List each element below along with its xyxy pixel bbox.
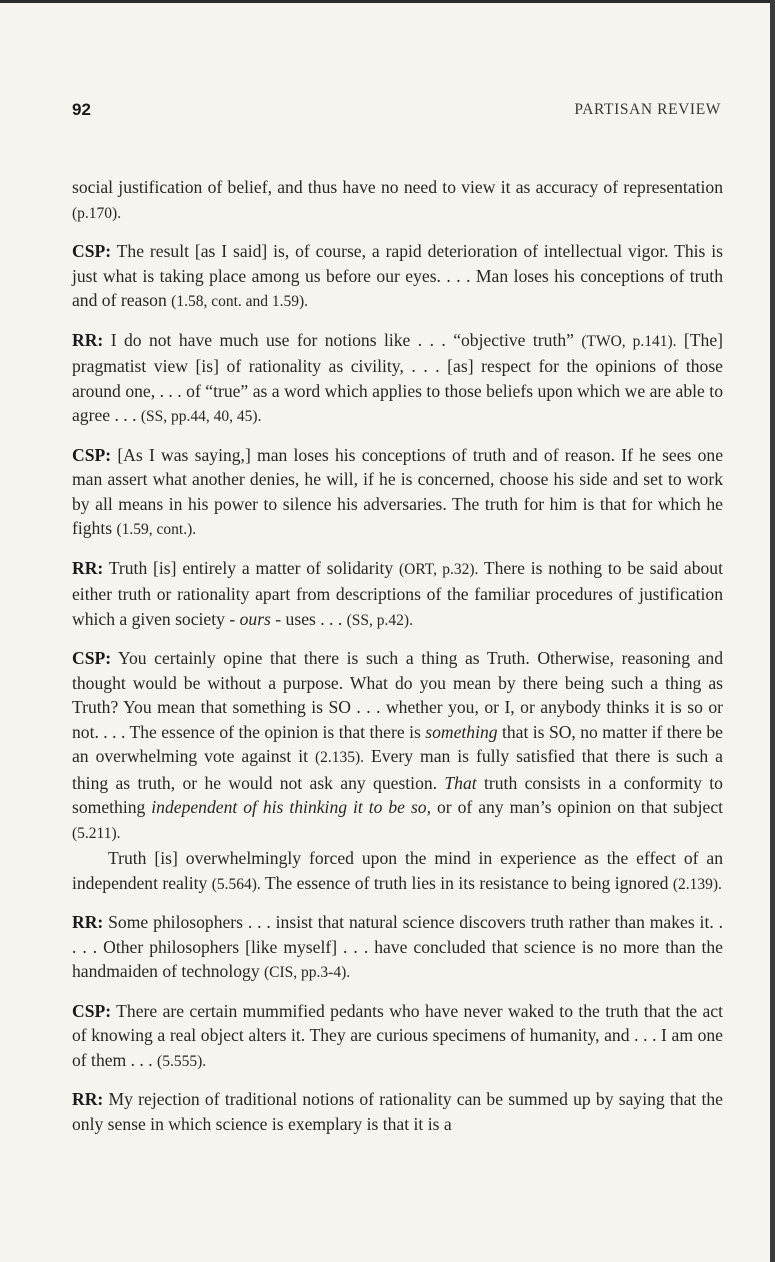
citation: (2.135). xyxy=(314,749,365,766)
paragraph xyxy=(72,443,723,543)
paragraph xyxy=(72,556,723,634)
top-edge-rule xyxy=(0,0,775,3)
body-text: truth consists in a conformity to something xyxy=(72,772,723,817)
citation: (ORT, p.32). xyxy=(398,560,479,578)
paragraph xyxy=(72,175,723,226)
citation: (SS, pp.44, 40, 45). xyxy=(140,408,262,425)
body-text: The result [as I said] is, of course, a rapid deterioration of intellectual vigor. This is just what is taking place among us before our eyes. . . . Man loses his conceptions of truth and of reason xyxy=(72,241,723,310)
paragraph xyxy=(72,328,723,430)
body-text: - uses . . . xyxy=(270,608,347,629)
citation: (5.564). xyxy=(211,875,261,893)
citation: (SS, p.42). xyxy=(346,611,413,629)
page-header xyxy=(72,100,721,126)
article-body xyxy=(72,175,723,1149)
citation: (5.555). xyxy=(157,1052,207,1070)
body-text: Truth [is] overwhelmingly forced upon the mind in experience as the effect of an independent reality xyxy=(72,848,723,893)
body-text: I do not have much use for notions like . . . “objective truth” xyxy=(103,329,582,350)
paragraph xyxy=(72,239,723,315)
citation: (1.59, cont.). xyxy=(116,521,197,538)
body-text: Some philosophers . . . insist that natural science discovers truth rather than makes it. . . . . Other philosophers [like myself] . . . have concluded that science is no more than the handmaiden of technology xyxy=(72,912,723,981)
paragraph xyxy=(72,999,723,1075)
paragraph xyxy=(72,1087,723,1136)
right-page-edge xyxy=(770,0,775,1262)
citation: (1.58, cont. and 1.59). xyxy=(171,293,309,310)
emphasis-text: That xyxy=(444,772,477,793)
speaker-label: RR: xyxy=(72,912,104,932)
speaker-label: RR: xyxy=(72,1089,104,1109)
speaker-label: CSP: xyxy=(72,444,112,465)
citation: (TWO, p.141). xyxy=(581,332,677,350)
body-text: Truth [is] entirely a matter of solidarity xyxy=(103,557,399,578)
emphasis-text: independent of his thinking it to be so, xyxy=(151,797,431,817)
body-text: There are certain mummified pedants who have never waked to the truth that the act of knowing a real object alters it. They are curious specimens of humanity, and . . . I am one of them . . . xyxy=(72,1000,723,1070)
body-text: or of any man’s opinion on that subject xyxy=(431,797,724,817)
speaker-label: RR: xyxy=(72,329,104,350)
emphasis-text: ours xyxy=(239,608,271,629)
body-text: My rejection of traditional notions of rationality can be summed up by saying that the only sense in which science is exemplary is that it is a xyxy=(72,1089,723,1134)
page-number: 92 xyxy=(72,100,91,119)
body-text: social justification of belief, and thus have no need to view it as accuracy of representation xyxy=(72,177,723,197)
body-text: You certainly opine that there is such a thing as Truth. Otherwise, reasoning and thought would be without a purpose. What do you mean by there being such a thing as Truth? You mean that something is SO . . . whether you, or I, or anybody thinks it is so or not. . . . The essence of the opinion is that there is xyxy=(72,648,723,742)
emphasis-text: something xyxy=(425,721,498,742)
body-text: that is SO, no matter if there be an overwhelming vote against it xyxy=(72,721,723,766)
speaker-label: CSP: xyxy=(72,1000,112,1021)
body-text: There is nothing to be said about either truth or rationality apart from descriptions of the familiar procedures of justification which a given society - xyxy=(72,557,723,629)
speaker-label: CSP: xyxy=(72,241,112,261)
paragraph xyxy=(72,646,723,846)
citation: (5.211). xyxy=(72,824,121,842)
paragraph xyxy=(72,846,723,897)
body-text: [The] pragmatist view [is] of rationality as civility, . . . [as] respect for the opinions of those around one, . . . of “true” as a word which applies to those beliefs upon which we are able to agree . . . xyxy=(72,329,723,425)
citation: (CIS, pp.3-4). xyxy=(264,964,351,981)
body-text: The essence of truth lies in its resistance to being ignored xyxy=(260,872,673,893)
paragraph xyxy=(72,910,723,986)
running-head: PARTISAN REVIEW xyxy=(574,101,721,118)
citation: (2.139). xyxy=(672,875,722,893)
body-text: Every man is fully satisfied that there is such a thing as truth, or he would not ask any question. xyxy=(72,746,723,793)
speaker-label: RR: xyxy=(72,557,104,578)
citation: (p.170). xyxy=(72,204,122,222)
speaker-label: CSP: xyxy=(72,648,112,668)
body-text: [As I was saying,] man loses his conceptions of truth and of reason. If he sees one man assert what another denies, he will, if he is concerned, choose his side and set to work by all means in his power to silence his adversaries. The truth for him is that for which he fights xyxy=(72,444,723,538)
